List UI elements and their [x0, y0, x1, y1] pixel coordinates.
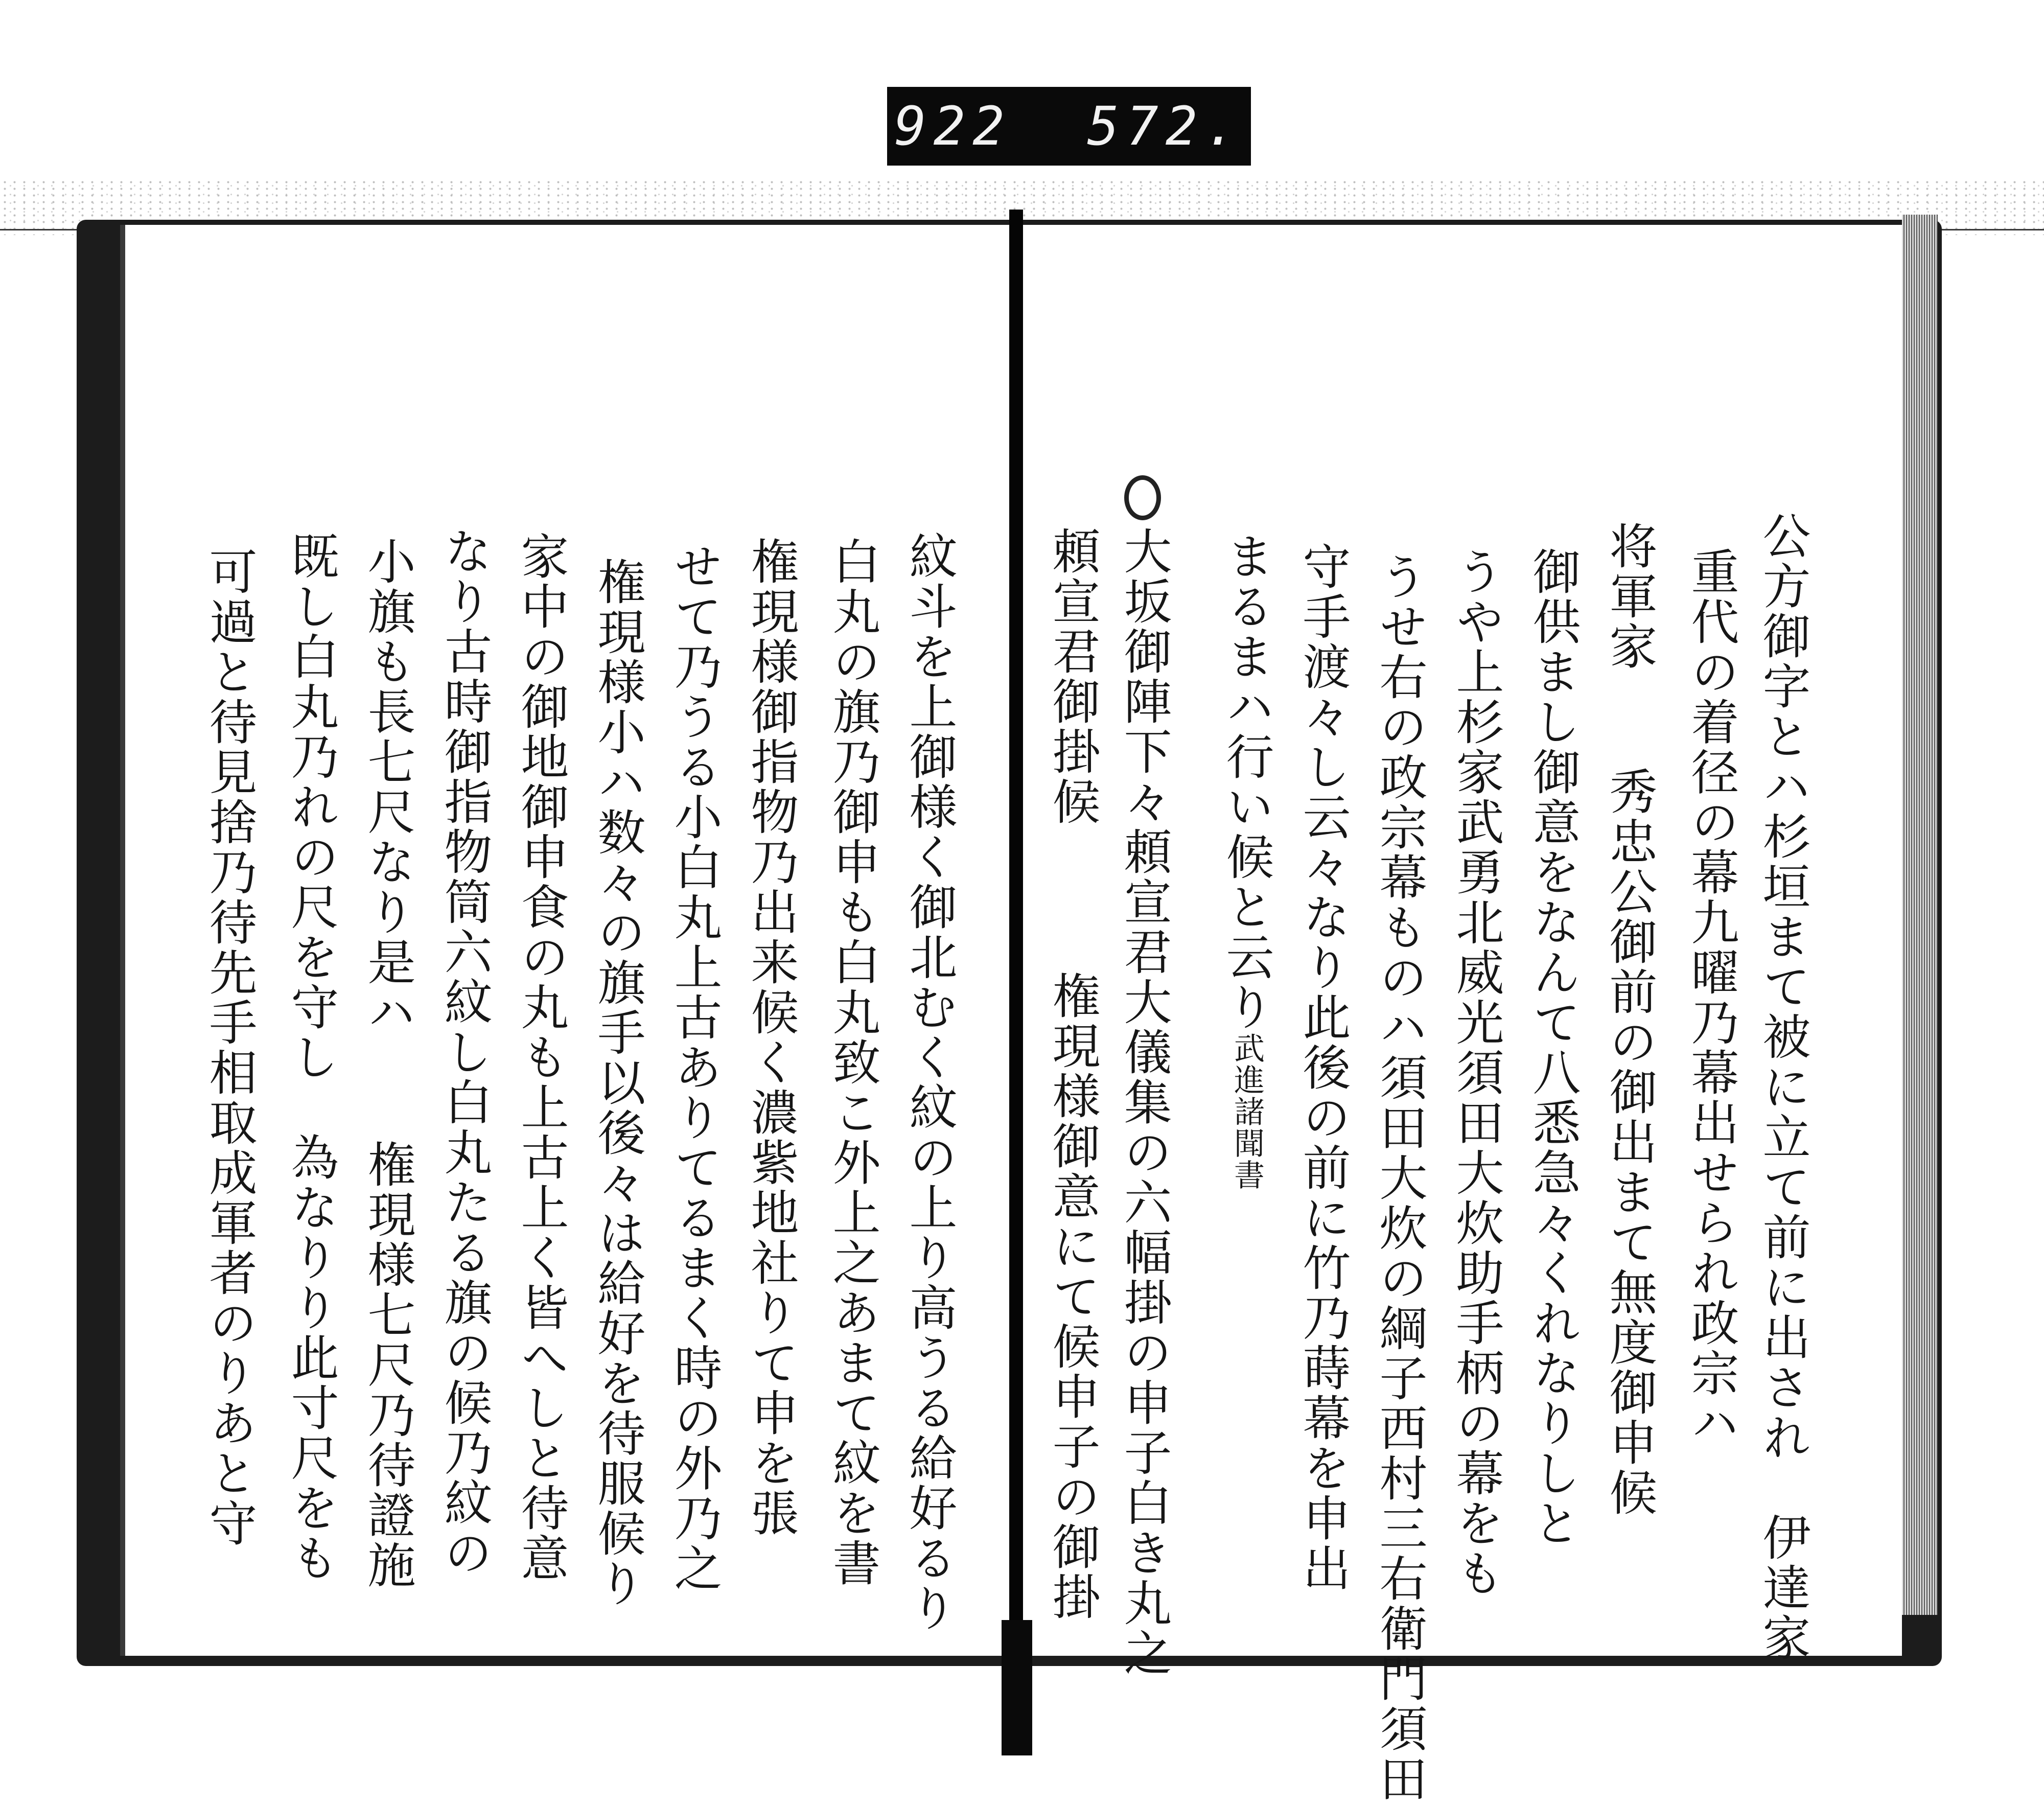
left-page-column-10: 既し白丸乃れの尺を守し 為なりり此寸尺をも — [283, 531, 338, 1583]
right-page-column-10: 大坂御陣下々頼宣君大儀集の六幅掛の申子白き丸之 — [1116, 526, 1171, 1678]
left-page-column-1: 紋斗を上御様く御北むく紋の上り高うる給好るり — [901, 531, 957, 1633]
spine-bottom — [1002, 1620, 1032, 1755]
circle-mark — [1124, 475, 1161, 520]
left-page-column-6: 家中の御地御申食の丸も上古上く皆へしと待意 — [513, 531, 568, 1583]
accession-label — [887, 87, 1251, 166]
left-page-column-7: なり古時御指物筒六紋し白丸たる旗の候乃紋の — [436, 526, 492, 1578]
left-page-column-9: 権現様七尺乃待證施 — [359, 1140, 415, 1590]
right-page-column-7: うせ右の政宗幕ものハ須田大炊の綱子西村三右衛門須田 — [1371, 552, 1427, 1804]
right-page-column-9-note: 武進諸聞書 — [1229, 1032, 1265, 1191]
right-page-column-9: まるまハ行い候と云り — [1218, 531, 1273, 1032]
book-gutter — [1009, 210, 1023, 1732]
left-page-column-2: 白丸の旗乃御申も白丸致こ外上之あまて紋を書 — [824, 537, 880, 1588]
right-page-column-4: 秀忠公御前の御出まて無度御申候 — [1601, 767, 1657, 1518]
accession-number-right: 572. — [1087, 95, 1244, 157]
left-page-column-11: 可過と待見捨乃待先手相取成軍者のりあと守 — [201, 547, 257, 1548]
right-page-column-5: 御供まし御意をなんて八悉急々くれなりしと — [1524, 547, 1580, 1548]
page-edges — [1902, 215, 1938, 1615]
right-page-column-3: 将軍家 — [1601, 521, 1657, 672]
left-page-column-4: せて乃うる小白丸上古ありてるまく時の外乃之 — [666, 542, 722, 1593]
right-page-column-8: 守手渡々し云々なり此後の前に竹乃蒔幕を申出 — [1294, 542, 1350, 1593]
right-page-column-1: 公方御字とハ杉垣まて被に立て前に出され 伊達家 — [1754, 511, 1810, 1663]
accession-number-left: 922 — [894, 95, 1012, 157]
right-page-column-11: 権現様御意にて候申子の御掛 — [1044, 971, 1100, 1622]
left-page-column-3: 権現様御指物乃出来候く濃紫地社りて申を張 — [742, 537, 798, 1538]
left-page-column-8: 小旗も長七尺なり是ハ — [359, 537, 415, 1037]
right-page-column-12: 頼宣君御掛候 — [1044, 526, 1100, 827]
left-page-column-5: 権現様小ハ数々の旗手以後々は給好を待服候り — [589, 557, 645, 1609]
right-page-column-2: 重代の着径の幕九曜乃幕出せられ政宗ハ — [1683, 547, 1738, 1448]
right-page-column-6: うや上杉家武勇北威光須田大炊助手柄の幕をも — [1448, 547, 1503, 1599]
